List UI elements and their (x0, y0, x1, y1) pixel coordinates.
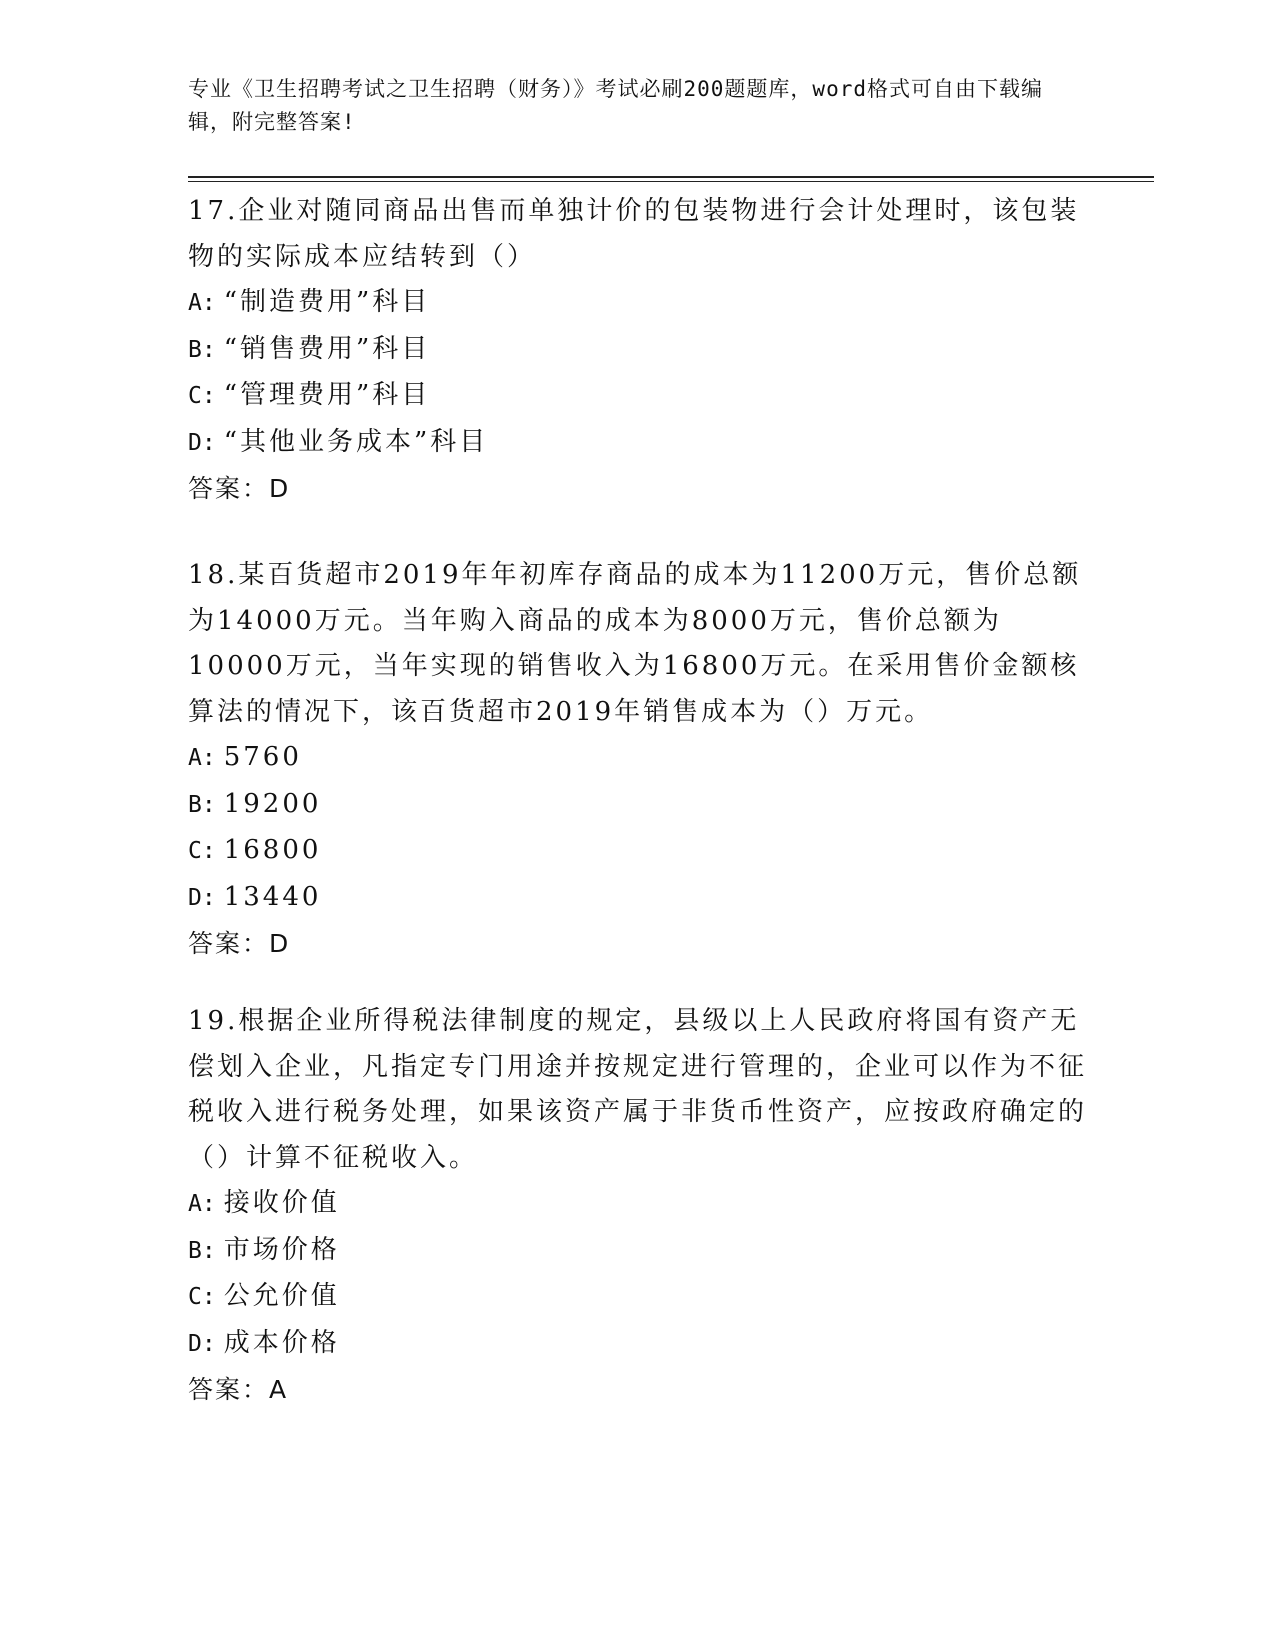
option-c (188, 373, 1088, 420)
option-text: 公允价值 (223, 1281, 340, 1311)
option-a (188, 1181, 1088, 1228)
option-text: “制造费用”科目 (223, 287, 431, 317)
option-b (188, 1228, 1088, 1275)
option-c (188, 828, 1088, 875)
option-text: 接收价值 (223, 1188, 340, 1218)
question-17 (188, 189, 1088, 512)
answer-line: 答案：A (188, 1375, 289, 1404)
question-stem: 17.企业对随同商品出售而单独计价的包装物进行会计处理时，该包装物的实际成本应结转到（） (188, 196, 1080, 272)
option-text: 5760 (223, 742, 302, 772)
option-key: C: (188, 383, 216, 409)
option-key: D: (188, 429, 216, 456)
option-key: A: (188, 290, 216, 316)
question-stem: 19.根据企业所得税法律制度的规定，县级以上人民政府将国有资产无偿划入企业，凡指定专门用途并按规定进行管理的，企业可以作为不征税收入进行税务处理，如果该资产属于非货币性资产，应按政府确定的（）计算不征税收入。 (188, 1006, 1088, 1173)
option-key: B: (188, 336, 216, 363)
option-b (188, 327, 1088, 374)
option-c (188, 1274, 1088, 1321)
option-text: “销售费用”科目 (223, 333, 431, 364)
option-text: 13440 (223, 881, 322, 912)
option-text: 16800 (223, 835, 322, 865)
option-key: B: (188, 1237, 216, 1264)
option-text: 市场价格 (223, 1234, 340, 1265)
answer-line: 答案：D (188, 929, 291, 958)
option-d (188, 420, 1088, 467)
option-d (188, 875, 1088, 922)
option-text: “其他业务成本”科目 (223, 426, 489, 457)
document-header: 专业《卫生招聘考试之卫生招聘（财务）》考试必刷200题题库，word格式可自由下载编辑，附完整答案! (188, 77, 1043, 134)
option-key: C: (188, 1284, 216, 1310)
option-b (188, 782, 1088, 829)
header-divider-thick (188, 176, 1154, 178)
question-stem: 18.某百货超市2019年年初库存商品的成本为11200万元，售价总额为14000万元。当年购入商品的成本为8000万元，售价总额为10000万元，当年实现的销售收入为16800万元。在采用售价金额核算法的情况下，该百货超市2019年销售成本为（）万元。 (188, 560, 1082, 727)
option-key: B: (188, 791, 216, 818)
option-d (188, 1321, 1088, 1368)
option-text: 19200 (223, 788, 322, 819)
option-text: 成本价格 (223, 1327, 340, 1358)
option-key: D: (188, 1330, 216, 1357)
option-key: A: (188, 1191, 216, 1217)
option-key: A: (188, 745, 216, 771)
option-a (188, 735, 1088, 782)
option-key: D: (188, 884, 216, 911)
question-19 (188, 999, 1088, 1413)
header-divider-thin (188, 181, 1154, 182)
option-text: “管理费用”科目 (223, 380, 431, 410)
question-18 (188, 553, 1088, 967)
answer-line: 答案：D (188, 474, 291, 503)
option-key: C: (188, 838, 216, 864)
option-a (188, 280, 1088, 327)
